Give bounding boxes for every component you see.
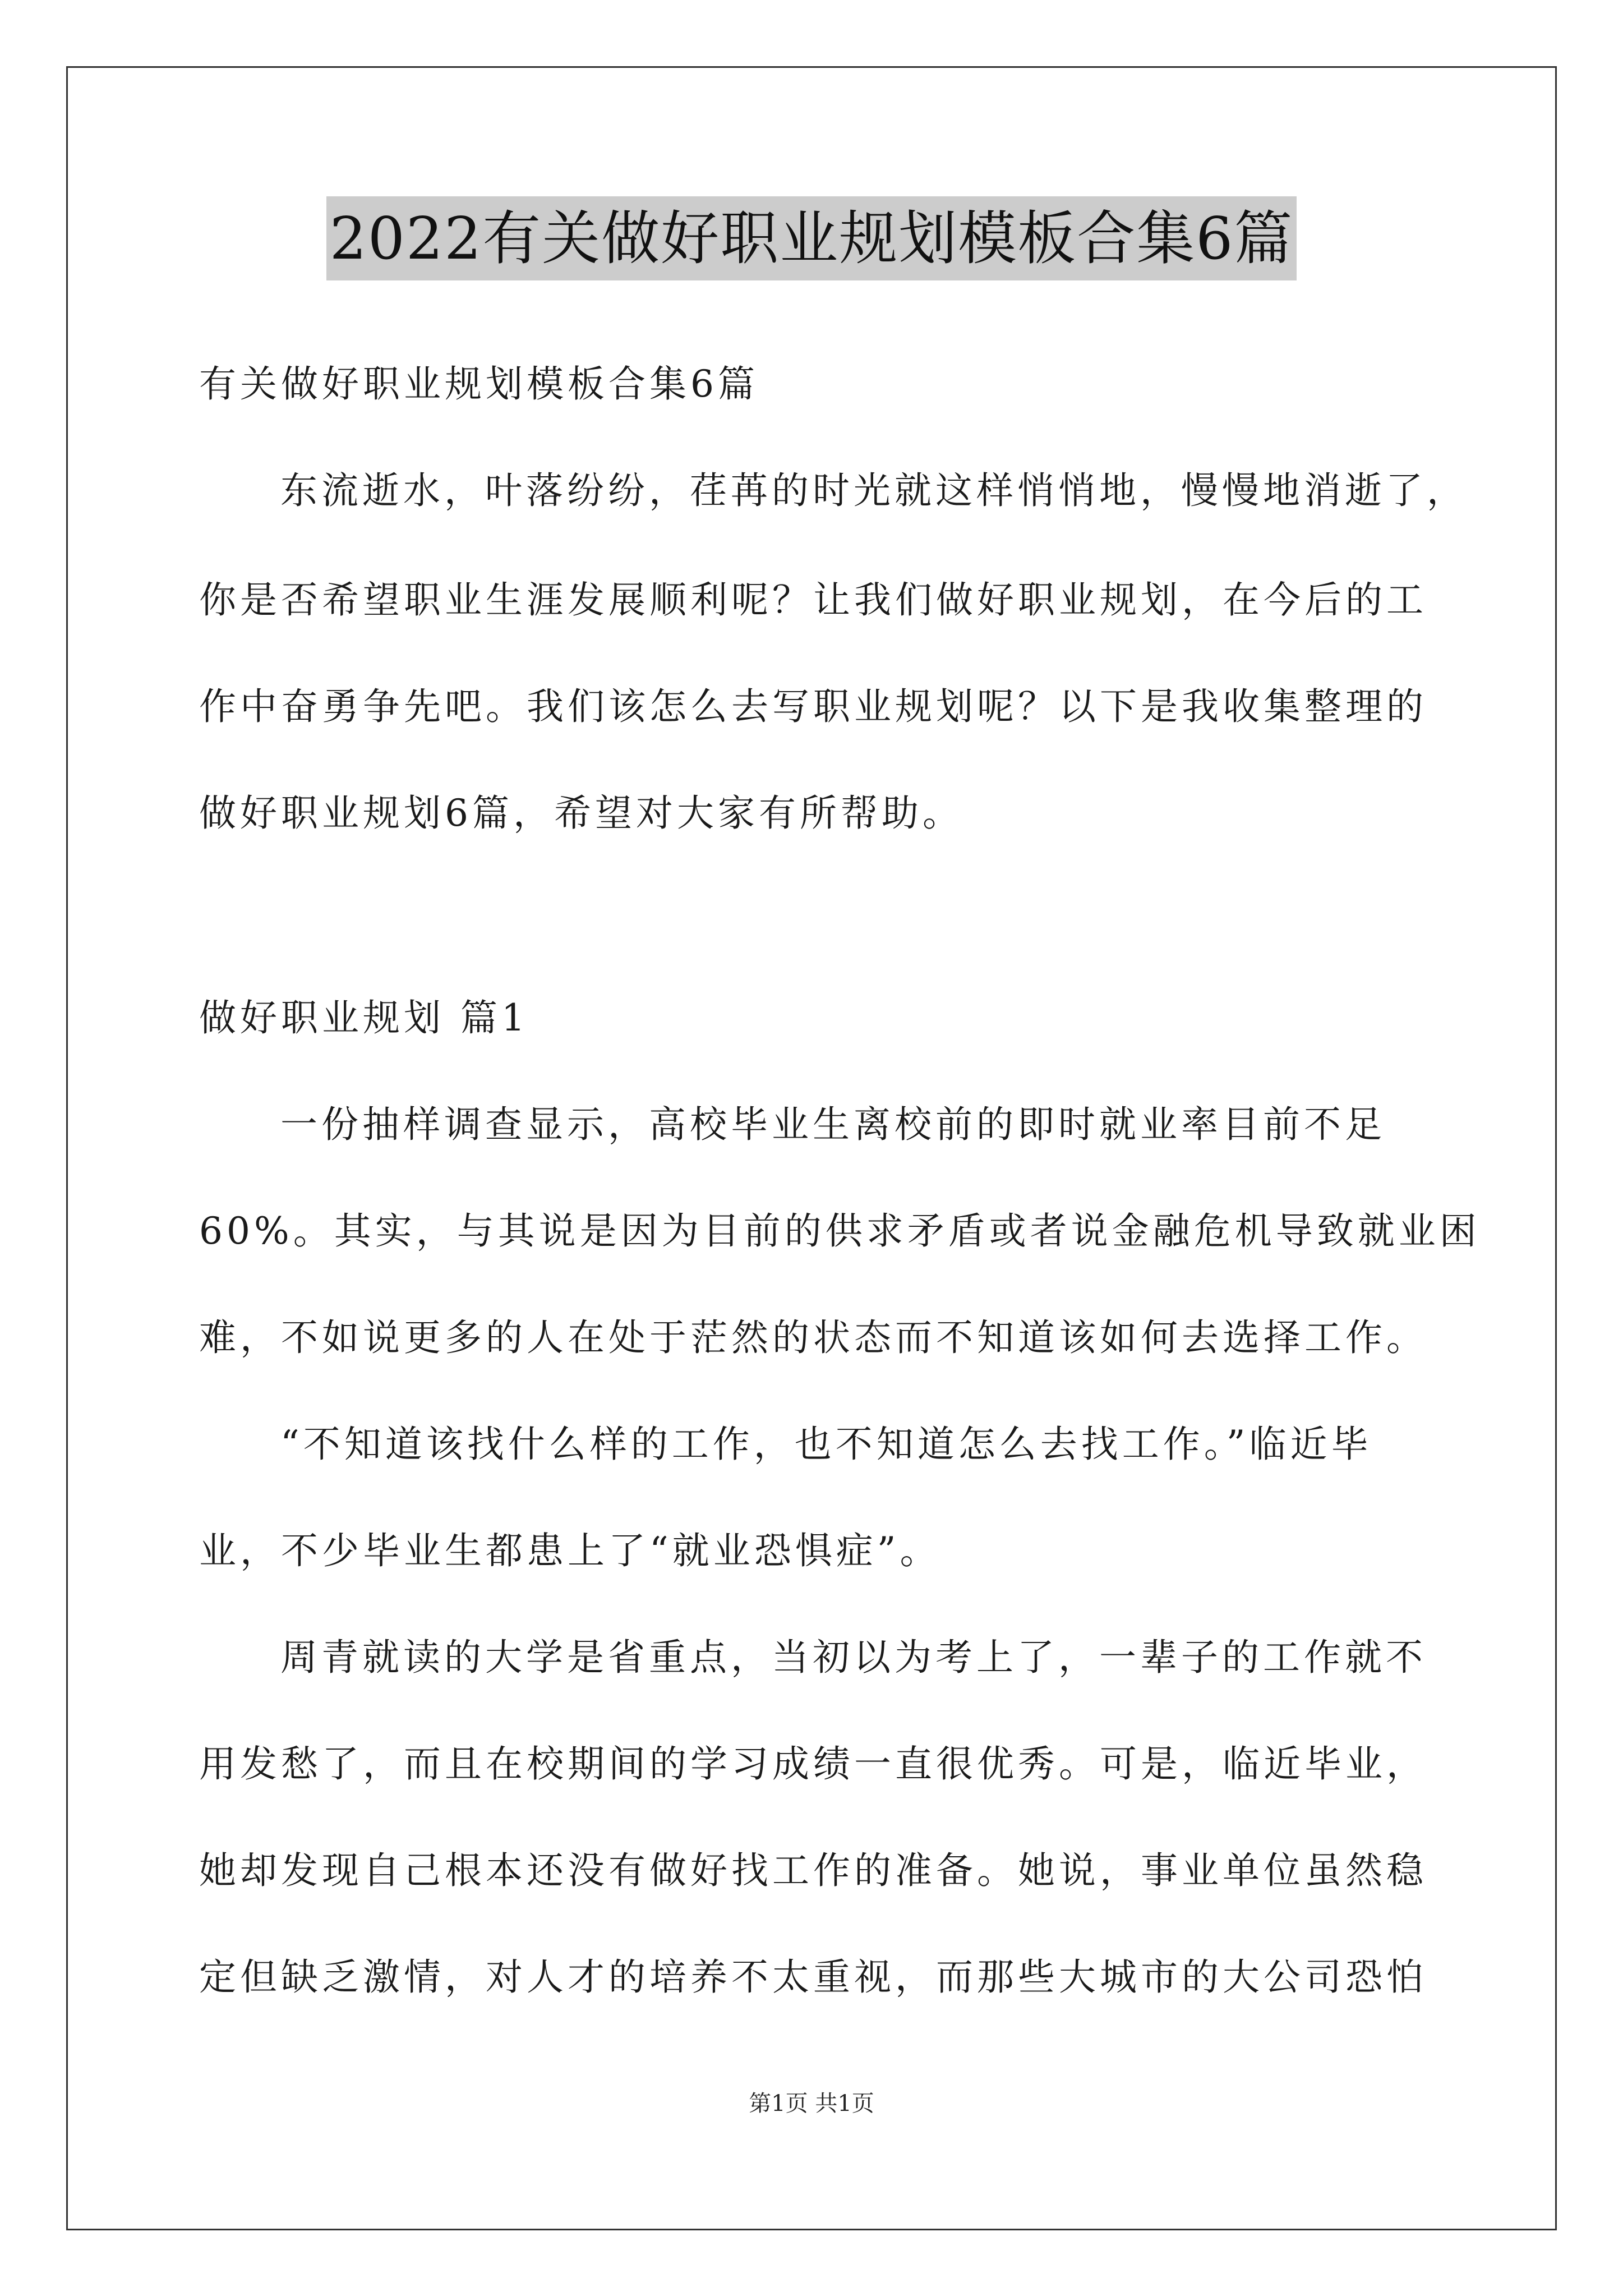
intro-line: 东流逝水，叶落纷纷，荏苒的时光就这样悄悄地，慢慢地消逝了，: [280, 469, 1468, 512]
title-block: [0, 196, 1623, 280]
intro-line: 做好职业规划6篇，希望对大家有所帮助。: [199, 792, 963, 835]
section-line: 难，不如说更多的人在处于茫然的状态而不知道该如何去选择工作。: [199, 1316, 1427, 1359]
document-title: 2022有关做好职业规划模板合集6篇: [326, 196, 1297, 280]
intro-line: 你是否希望职业生涯发展顺利呢？让我们做好职业规划，在今后的工: [199, 578, 1427, 622]
section-line: 60%。其实，与其说是因为目前的供求矛盾或者说金融危机导致就业困: [199, 1209, 1481, 1253]
subtitle: 有关做好职业规划模板合集6篇: [199, 362, 759, 406]
section-line: 她却发现自己根本还没有做好找工作的准备。她说，事业单位虽然稳: [199, 1849, 1427, 1892]
section-line: “不知道该找什么样的工作，也不知道怎么去找工作。”临近毕: [280, 1423, 1372, 1466]
section-heading: 做好职业规划 篇1: [199, 996, 529, 1039]
section-line: 定但缺乏激情，对人才的培养不太重视，而那些大城市的大公司恐怕: [199, 1955, 1427, 1999]
page-footer: 第1页 共1页: [749, 2091, 874, 2116]
section-line: 周青就读的大学是省重点，当初以为考上了，一辈子的工作就不: [280, 1636, 1427, 1679]
section-line: 一份抽样调查显示，高校毕业生离校前的即时就业率目前不足: [280, 1103, 1386, 1146]
intro-line: 作中奋勇争先吧。我们该怎么去写职业规划呢？以下是我收集整理的: [199, 685, 1427, 728]
section-line: 业，不少毕业生都患上了“就业恐惧症”。: [199, 1529, 941, 1572]
section-line: 用发愁了，而且在校期间的学习成绩一直很优秀。可是，临近毕业，: [199, 1742, 1427, 1786]
